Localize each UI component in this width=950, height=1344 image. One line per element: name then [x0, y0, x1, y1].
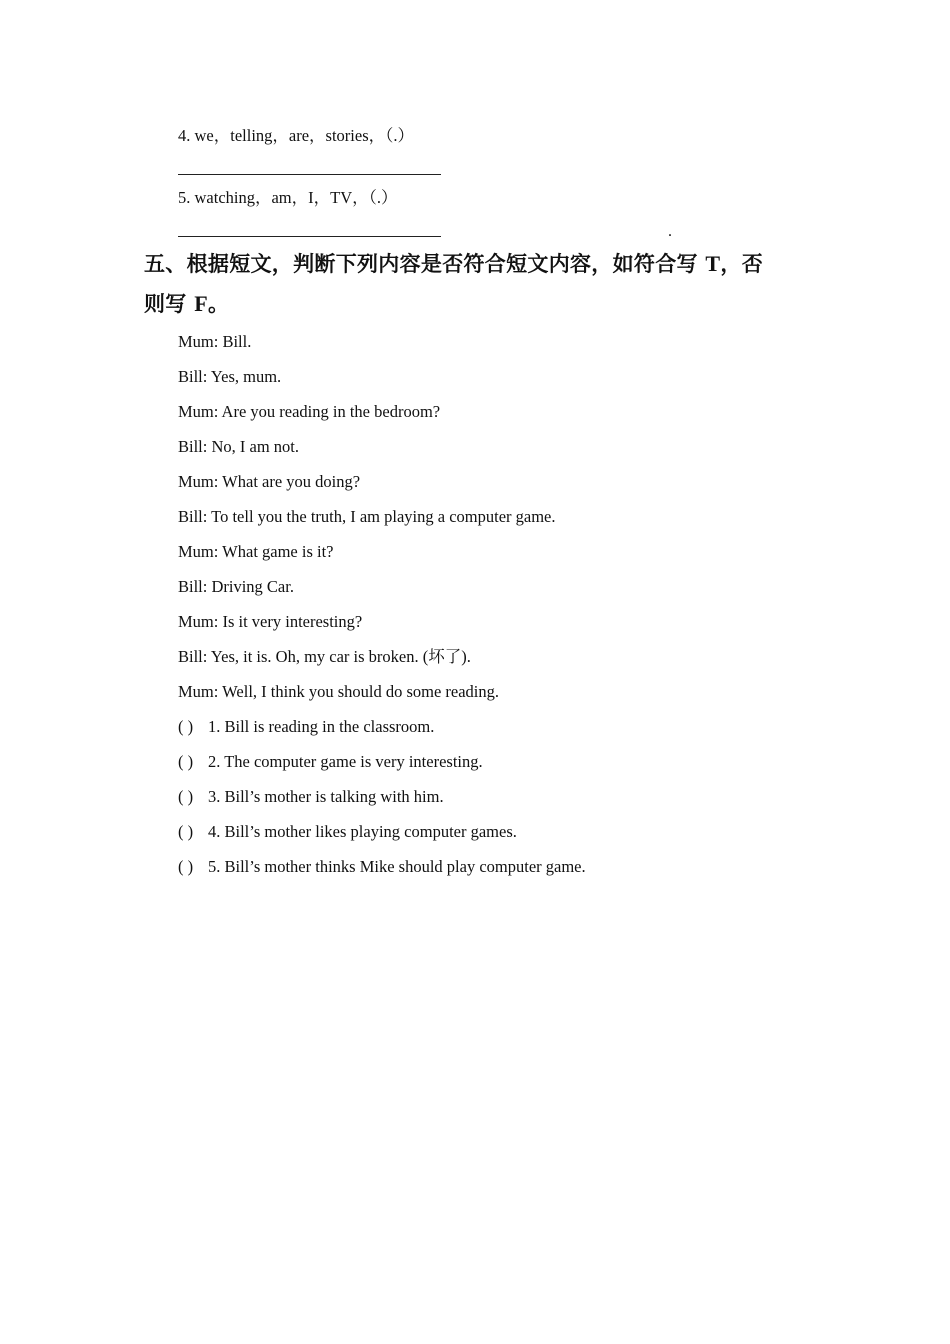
answer-line-5: [178, 236, 441, 237]
answer-parentheses[interactable]: ( ): [178, 787, 194, 806]
answer-parentheses[interactable]: ( ): [178, 717, 194, 736]
dialogue-line: Bill: Yes, mum.: [178, 367, 282, 386]
answer-line-4: [178, 174, 441, 175]
question-item: [178, 857, 586, 877]
question-item: [178, 717, 434, 737]
question-text: 4. Bill’s mother likes playing computer games.: [208, 822, 517, 841]
dialogue-line: Mum: Bill.: [178, 332, 252, 351]
dialogue-line: Bill: No, I am not.: [178, 437, 299, 456]
question-text: 3. Bill’s mother is talking with him.: [208, 787, 444, 806]
dialogue-line: Mum: Are you reading in the bedroom?: [178, 402, 441, 421]
section-five-title-line-1: [144, 244, 824, 284]
title-text: 则写: [144, 292, 195, 316]
title-text: 。: [207, 292, 230, 316]
trailing-dot: .: [668, 223, 672, 240]
dialogue-line: Bill: Yes, it is. Oh, my car is broken. (坏了).: [178, 647, 471, 666]
question-text: 2. The computer game is very interesting.: [208, 752, 483, 771]
question-item: [178, 752, 483, 772]
title-letter-f: F: [194, 291, 208, 316]
answer-parentheses[interactable]: ( ): [178, 822, 194, 841]
reorder-item-5: 5. watching，am，I，TV，（.）: [178, 188, 398, 207]
answer-parentheses[interactable]: ( ): [178, 752, 194, 771]
dialogue-line: Mum: Well, I think you should do some reading.: [178, 682, 500, 701]
question-text: 1. Bill is reading in the classroom.: [208, 717, 435, 736]
dialogue-line: Mum: Is it very interesting?: [178, 612, 363, 631]
dialogue-line: Mum: What game is it?: [178, 542, 334, 561]
title-letter-t: T: [705, 251, 721, 276]
title-text: 五、根据短文，判断下列内容是否符合短文内容，如符合写: [144, 252, 706, 276]
question-item: [178, 787, 444, 807]
reorder-item-4: 4. we，telling，are，stories，（.）: [178, 126, 414, 145]
question-item: [178, 822, 517, 842]
dialogue-line: Bill: Driving Car.: [178, 577, 294, 596]
dialogue-line: Mum: What are you doing?: [178, 472, 361, 491]
answer-parentheses[interactable]: ( ): [178, 857, 194, 876]
section-five-title: [144, 244, 824, 324]
dialogue-line: Bill: To tell you the truth, I am playing a computer game.: [178, 507, 556, 526]
section-five-title-line-2: [144, 284, 824, 324]
title-text: ，否: [720, 252, 764, 276]
question-text: 5. Bill’s mother thinks Mike should play computer game.: [208, 857, 586, 876]
